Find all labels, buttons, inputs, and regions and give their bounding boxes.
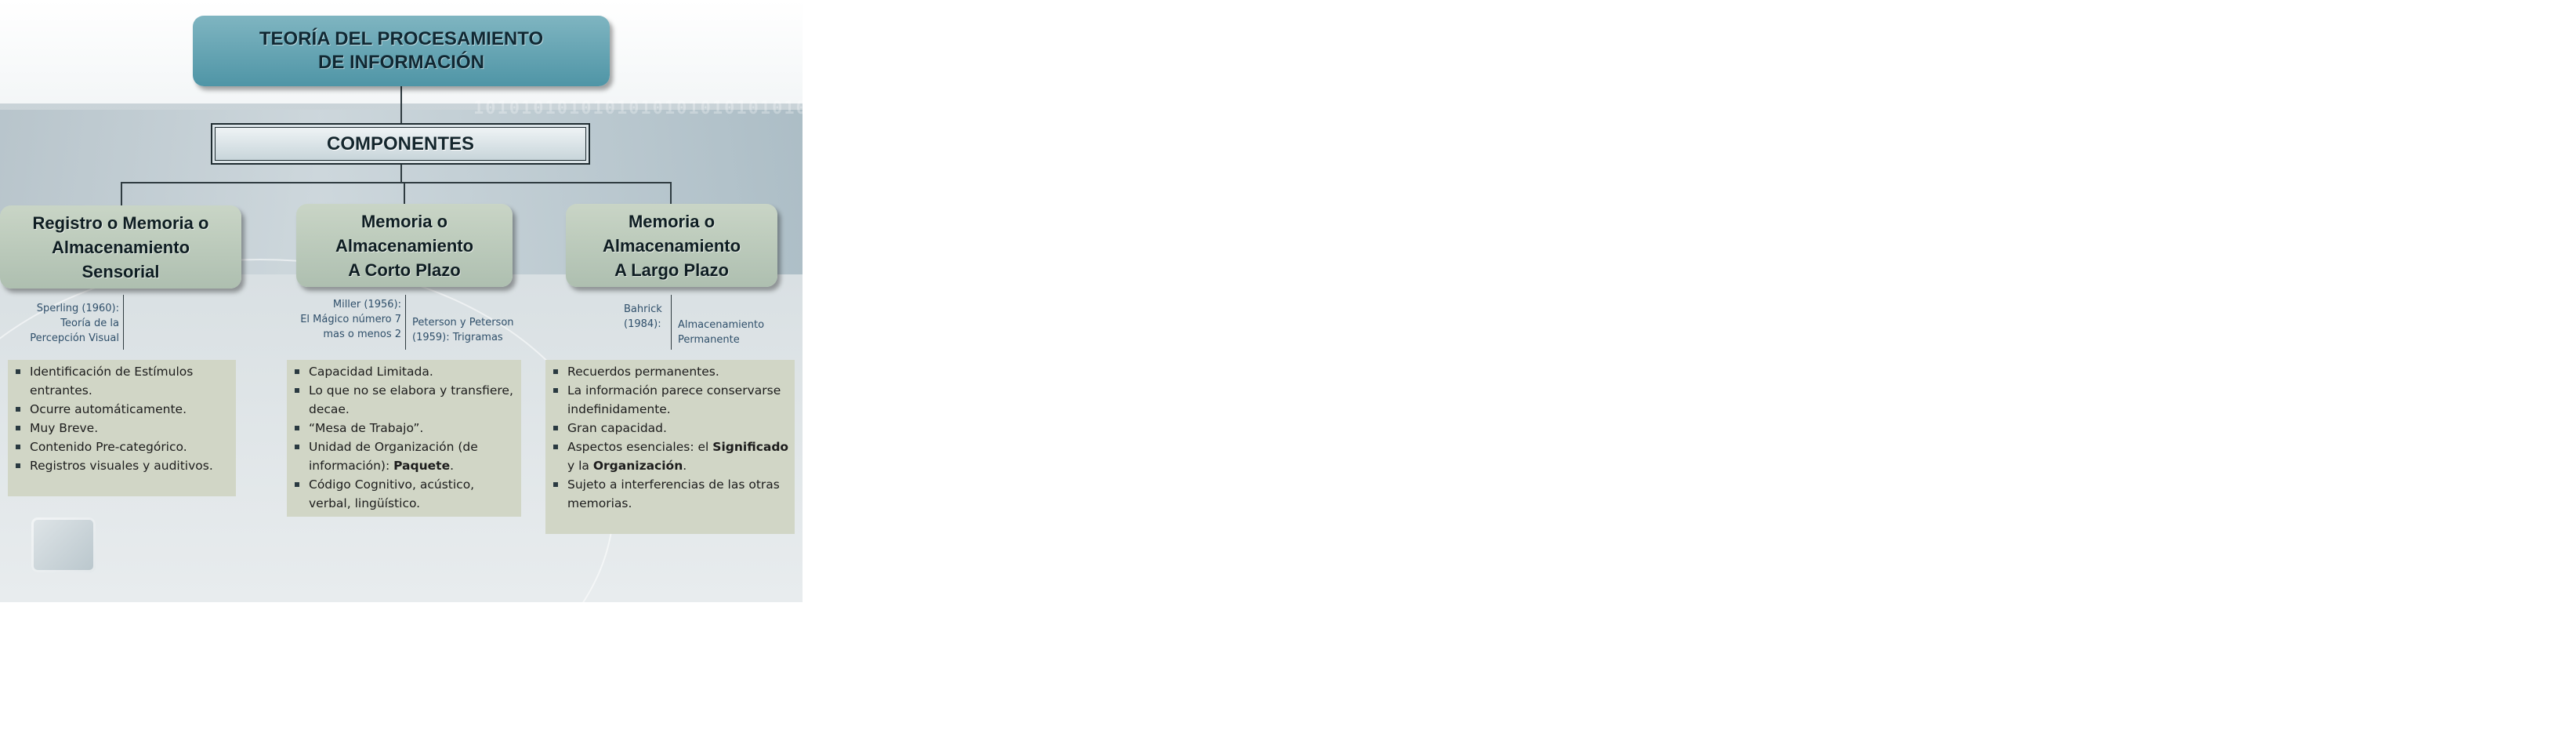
list-item-bold-text: Paquete [393,459,451,473]
reference-miller: Miller (1956): El Mágico número 7 mas o menos 2 [300,299,401,340]
list-item-text: Sujeto a interferencias de las otras memorias. [567,477,780,510]
list-item-text: Gran capacidad. [567,421,667,435]
bullet-square-icon [295,369,299,374]
list-item-text-end: . [450,459,455,473]
list-item-text: Código Cognitivo, acústico, verbal, lingüístico. [309,477,475,510]
list-item-text: Contenido Pre-categórico. [30,440,187,454]
bullet-square-icon [295,426,299,430]
bullet-square-icon [553,426,558,430]
list-item [13,362,231,400]
reference-bahrick: Bahrick (1984): [624,303,662,330]
list-item-text: Capacidad Limitada. [309,365,433,379]
list-item [550,438,790,475]
decorative-square [31,517,96,572]
memory-heading-short-term: Memoria o Almacenamiento A Corto Plazo [335,211,474,280]
list-box-long-term [545,360,795,534]
list-item [292,362,516,381]
reference-permanent-storage: Almacenamiento Permanente [678,319,765,346]
reference-peterson: Peterson y Peterson (1959): Trigramas [412,317,514,343]
list-box-short-term [287,360,521,517]
bullet-square-icon [295,388,299,393]
list-item [292,475,516,513]
list-item [292,381,516,419]
list-item [550,381,790,419]
list-item-bold-text: Significado [712,440,789,454]
reference-divider-long-term [671,295,672,350]
list-item [292,438,516,475]
background-binary-pattern: 10101010101010101010101010101010101010101010101010101010101010101010101010101010101010101010101010101010101010101010101010101010101010101010101010101010101010101010101010101010 [473,99,2576,118]
list-item-text-end: . [683,459,687,473]
list-item-text: Registros visuales y auditivos. [30,459,213,473]
list-item-text: Muy Breve. [30,421,99,435]
list-item-bold-text-2: Organización [592,459,683,473]
bullet-square-icon [16,445,20,449]
memory-box-sensory [0,205,241,289]
connector-left-drop [121,182,122,205]
components-inner-frame [215,127,586,161]
list-item-text-mid: y la [567,459,593,473]
list-item-text: Ocurre automáticamente. [30,402,187,416]
list-item [550,419,790,438]
diagram-title-line-2: DE INFORMACIÓN [317,52,484,73]
bullet-square-icon [553,369,558,374]
list-item-text: Aspectos esenciales: el [567,440,713,454]
components-box [211,123,590,165]
list-item-text: Recuerdos permanentes. [567,365,719,379]
reference-sperling: Sperling (1960): Teoría de la Percepción Visual [30,303,119,344]
list-item-text: Identificación de Estímulos entrantes. [30,365,194,398]
memory-heading-long-term: Memoria o Almacenamiento A Largo Plazo [602,211,741,280]
bullet-square-icon [295,482,299,487]
connector-components-branch [400,165,402,182]
diagram-title-line-1: TEORÍA DEL PROCESAMIENTO [259,28,544,49]
list-item-text: Unidad de Organización (de información): [309,440,478,473]
list-item [13,456,231,475]
list-item [13,438,231,456]
list-box-sensory [8,360,236,496]
reference-divider-sensory [123,295,124,350]
connector-title-components [400,86,402,123]
reference-divider-short-term [405,295,406,350]
memory-box-long-term [566,204,777,287]
list-item [13,419,231,438]
list-item [550,362,790,381]
bullet-square-icon [16,407,20,412]
bullet-square-icon [16,463,20,468]
memory-heading-sensory: Registro o Memoria o Almacenamiento Sensorial [32,212,209,281]
memory-box-short-term [296,204,513,287]
list-item [292,419,516,438]
bullet-square-icon [553,482,558,487]
diagram-title-box [193,16,610,86]
list-item-text: Lo que no se elabora y transfiere, decae. [309,383,513,416]
list-item [550,475,790,513]
connector-right-drop [670,182,672,204]
list-item-text: La información parece conservarse indefinidamente. [567,383,781,416]
connector-middle-drop [404,182,405,204]
components-label: COMPONENTES [326,133,474,154]
list-item-text: “Mesa de Trabajo”. [309,421,424,435]
bullet-square-icon [553,445,558,449]
connector-horizontal-branch [121,182,672,183]
bullet-square-icon [16,369,20,374]
list-item [13,400,231,419]
bullet-square-icon [553,388,558,393]
diagram-title [259,27,543,74]
bullet-square-icon [295,445,299,449]
bullet-square-icon [16,426,20,430]
